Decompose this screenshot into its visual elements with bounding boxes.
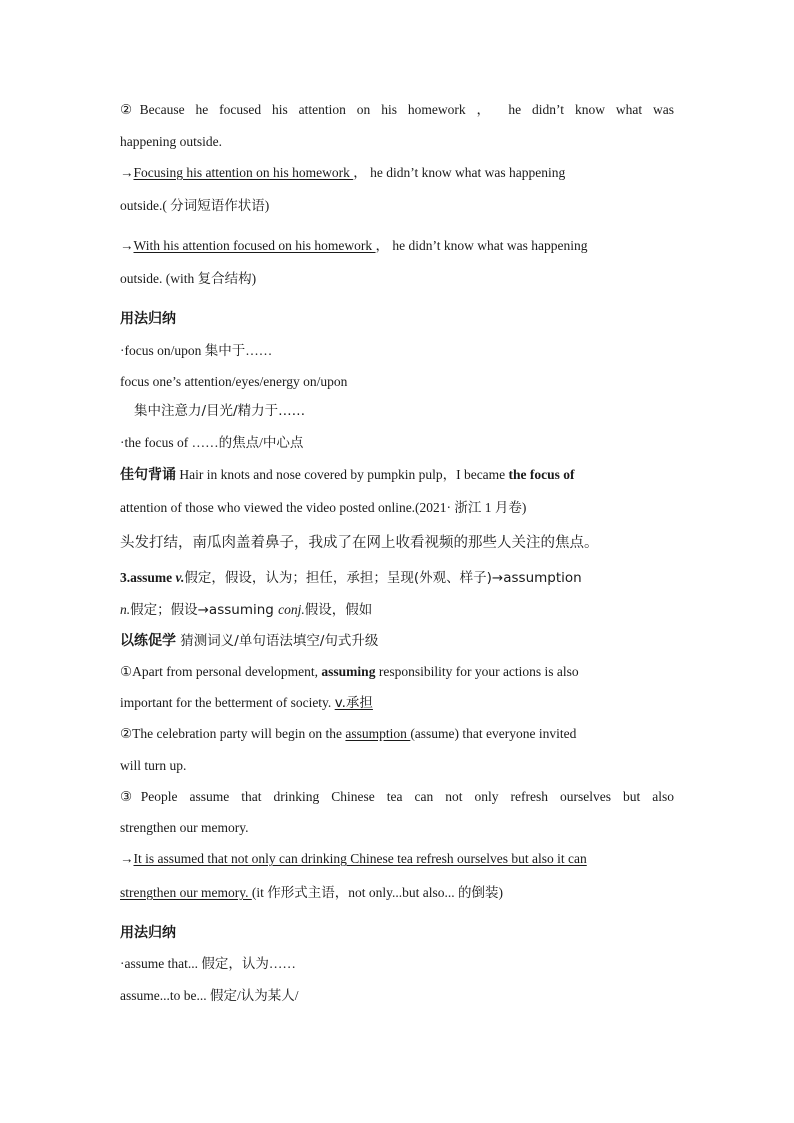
entry-pos: n.: [120, 602, 131, 617]
section-heading-usage: 用法归纳: [120, 311, 176, 327]
arrow-icon: →: [120, 238, 134, 253]
sentence-rest: ， he didn’t know what was happening: [375, 238, 588, 253]
entry-meaning: 假设，假如: [304, 602, 373, 618]
answer-blank: v.承担: [334, 695, 373, 711]
usage-item-focus-attention: focus one’s attention/eyes/energy on/upon: [120, 374, 348, 389]
entry-pos: v.: [172, 570, 185, 585]
target-word: assuming: [321, 664, 376, 679]
usage-item-focus-on: ·focus on/upon 集中于……: [120, 343, 273, 358]
answer-blank: With his attention focused on his homework: [133, 238, 376, 253]
arrow-icon: →: [120, 851, 134, 866]
good-sentence-cont: attention of those who viewed the video posted online.(2021· 浙江 1 月卷): [120, 500, 527, 515]
entry-meaning: 假定，假设，认为；担任，承担；呈现(外观、样子)→assumption: [184, 570, 582, 586]
answer-blank: strengthen our memory.: [120, 885, 252, 900]
usage-item-the-focus-of: ·the focus of ……的焦点/中心点: [120, 435, 304, 450]
practice-item-3-rewrite: [120, 849, 587, 869]
practice-heading-subtitle: 猜测词义/单句语法填空/句式升级: [176, 633, 379, 649]
arrow-icon: →: [120, 165, 134, 180]
usage-item-assume-that: ·assume that... 假定，认为……: [120, 956, 296, 971]
practice-heading: [120, 631, 378, 651]
entry-meaning: 假定；假设→assuming: [130, 602, 279, 618]
section-heading-usage-2: 用法归纳: [120, 925, 176, 941]
practice-item-2-cont: will turn up.: [120, 758, 187, 773]
sentence-text: ②The celebration party will begin on the: [120, 726, 346, 741]
sentence-text: (assume) that everyone invited: [410, 726, 577, 741]
practice-item-3: ③People assume that drinking Chinese tea can not only refresh ourselves but also: [120, 789, 674, 804]
good-sentence: [120, 465, 575, 485]
rewrite-note: (it 作形式主语，not only...but also... 的倒装): [251, 885, 503, 900]
usage-item-focus-attention-meaning: 集中注意力/目光/精力于……: [134, 403, 306, 419]
entry-pos: conj.: [278, 602, 305, 617]
answer-blank: assumption: [345, 726, 411, 741]
word-entry-assume: [120, 568, 582, 588]
practice-heading-label: 以练促学: [120, 633, 176, 649]
sentence-text: ①Apart from personal development,: [120, 664, 322, 679]
rewrite-with-note: outside. (with 复合结构): [120, 271, 257, 286]
practice-item-3-rewrite-cont: [120, 883, 503, 903]
practice-item-3-cont: strengthen our memory.: [120, 820, 249, 835]
entry-number: 3.: [120, 570, 131, 585]
usage-item-assume-to-be: assume...to be... 假定/认为某人/: [120, 988, 299, 1003]
example-sentence-2-cont: happening outside.: [120, 134, 222, 149]
example-sentence-2: ②Because he focused his attention on his homework ， he didn’t know what was: [120, 102, 674, 117]
answer-blank: It is assumed that not only can drinking Chinese tea refresh ourselves but also it can: [133, 851, 587, 866]
good-sentence-label: 佳句背诵: [120, 467, 176, 483]
word-entry-assume-cont: [120, 600, 372, 620]
good-sentence-translation: 头发打结，南瓜肉盖着鼻子，我成了在网上收看视频的那些人关注的焦点。: [120, 535, 599, 551]
rewrite-participle-note: outside.( 分词短语作状语): [120, 198, 270, 213]
sentence-text: responsibility for your actions is also: [375, 664, 579, 679]
rewrite-participle: [120, 163, 565, 183]
practice-item-1: [120, 662, 579, 682]
answer-blank: Focusing his attention on his homework: [133, 165, 354, 180]
rewrite-with-structure: [120, 236, 588, 256]
good-sentence-bold: the focus of: [508, 467, 575, 482]
practice-item-1-cont: [120, 693, 373, 713]
sentence-rest: ， he didn’t know what was happening: [353, 165, 566, 180]
sentence-text: important for the betterment of society.: [120, 695, 335, 710]
good-sentence-text: Hair in knots and nose covered by pumpkin pulp，I became: [176, 467, 509, 482]
practice-item-2: [120, 724, 576, 744]
entry-word: assume: [130, 570, 173, 585]
